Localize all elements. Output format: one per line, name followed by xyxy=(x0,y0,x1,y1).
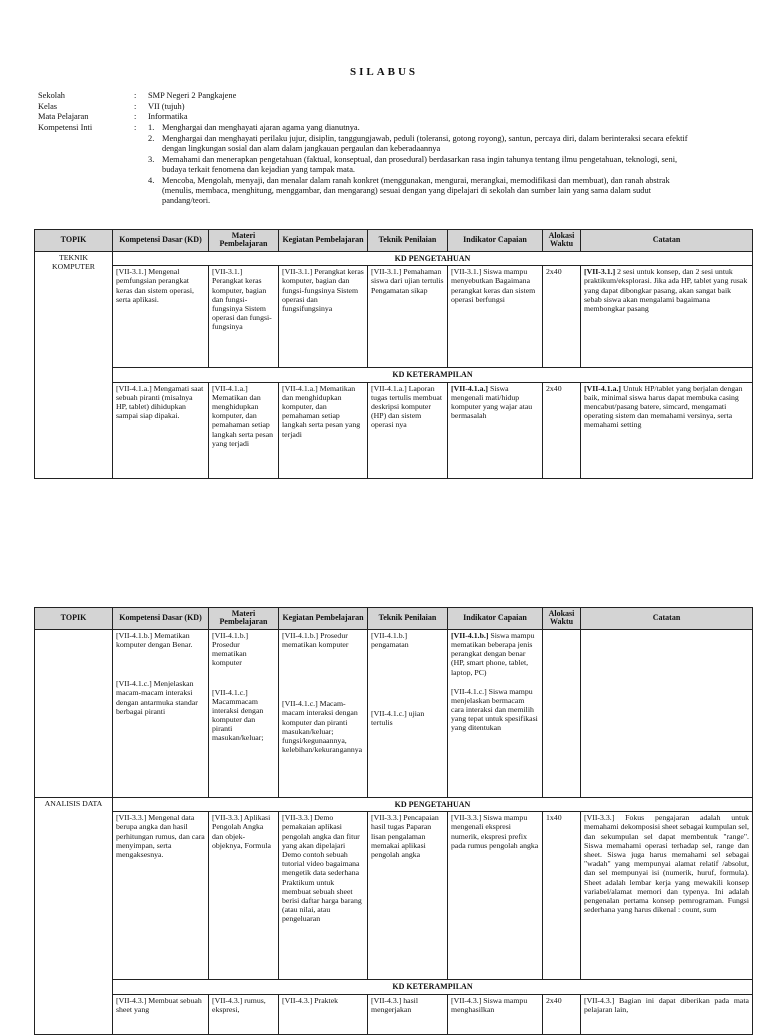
cell-text: Untuk HP/tablet yang berjalan dengan baik, minimal siswa harus dapat membuka casing mencabut/pasang batere, simcard, mengamati operating sistem dan memahami versinya, serta memahami setting xyxy=(584,383,743,430)
table-header-row xyxy=(35,230,753,252)
cell-indikator: [VII-3.3.] Siswa mampu mengenali ekspresi numerik, ekspresi prefix pada rumus pengolah angka xyxy=(448,812,543,980)
topic-cell: TEKNIK KOMPUTER xyxy=(35,251,113,478)
cell-alokasi: 2x40 xyxy=(543,382,581,478)
cell-catatan: [VII-4.3.] Bagian ini dapat diberikan pada mata pelajaran lain, xyxy=(581,994,753,1034)
header-catatan: Catatan xyxy=(581,608,753,630)
list-text: Memahami dan menerapkan pengetahuan (faktual, konseptual, dan prosedural) berdasarkan rasa ingin tahunya tentang ilmu pengetahuan, teknologi, seni, budaya terkait fenomena dan kejadian yang tampak mata. xyxy=(162,154,678,175)
cell-kd: [VII-3.3.] Mengenal data berupa angka dan hasil perhitungan rumus, dan cara menyimpan, serta mengaksesnya. xyxy=(113,812,209,980)
core-competence-list xyxy=(148,123,718,208)
cell-text: 2 sesi untuk konsep, dan 2 sesi untuk praktikum/eksplorasi. Jika ada HP, tablet yang rusak yang dapat dibongkar pasang, akan sangat baik sebab siswa akan mengalami bagaimana membongkar pasang xyxy=(584,267,748,313)
header-kd: Kompetensi Dasar (KD) xyxy=(113,230,209,252)
info-colon: : xyxy=(134,112,137,122)
cell-indikator: [VII-3.1.] Siswa mampu menyebutkan Bagaimana perangkat keras dan sistem operasi berfungsi xyxy=(448,266,543,368)
cell-text: [VII-4.1.c.] Siswa mampu menjelaskan bermacam cara interaksi dan memilih yang tepat untuk spesifikasi yang ditentukan xyxy=(451,686,538,733)
info-row-school xyxy=(38,91,718,101)
list-text: Mencoba, Mengolah, menyaji, dan menalar dalam ranah konkret (menggunakan, mengurai, merangkai, memodifikasi dan membuat), dan ranah abstrak (menulis, membaca, menghitung, menggambar, dan mengarang) sesuai dengan yang dipelajari di sekolah dan sumber lain yang sama dalam sudut pandang/teori. xyxy=(162,176,670,206)
info-label: Kompetensi Inti xyxy=(38,122,93,132)
cell-text: [VII-4.1.b.] pengamatan xyxy=(371,630,409,649)
cell-ref: [VII-4.1.a.] xyxy=(451,383,489,393)
topic-cell xyxy=(35,629,113,797)
document-title: SILABUS xyxy=(349,66,419,78)
info-row-class xyxy=(38,102,718,112)
info-row-core-competence xyxy=(38,123,718,208)
section-label: KD KETERAMPILAN xyxy=(113,368,753,382)
cell-teknik xyxy=(368,629,448,797)
header-kd: Kompetensi Dasar (KD) xyxy=(113,608,209,630)
table-row xyxy=(35,629,753,797)
list-item xyxy=(148,134,718,154)
cell-alokasi: 2x40 xyxy=(543,994,581,1034)
section-row xyxy=(35,797,753,811)
list-number: 4. xyxy=(148,176,155,186)
cell-kd: [VII-4.1.a.] Mengamati saat sebuah piranti (misalnya HP, tablet) dihidupkan sampai siap dipakai. xyxy=(113,382,209,478)
header-catatan: Catatan xyxy=(581,230,753,252)
cell-text: [VII-4.1.c.] Macammacam interaksi dengan komputer dan piranti masukan/keluar; xyxy=(212,687,264,743)
cell-ref: [VII-4.1.a.] xyxy=(584,383,622,393)
info-colon: : xyxy=(134,122,137,132)
list-item xyxy=(148,123,718,133)
cell-kd xyxy=(113,629,209,797)
cell-indikator xyxy=(448,382,543,478)
cell-kegiatan: [VII-4.3.] Praktek xyxy=(279,994,368,1034)
cell-indikator: [VII-4.3.] Siswa mampu menghasilkan xyxy=(448,994,543,1034)
section-label: KD PENGETAHUAN xyxy=(113,251,753,265)
header-teknik: Teknik Penilaian xyxy=(368,230,448,252)
list-number: 1. xyxy=(148,122,155,132)
list-item xyxy=(148,176,718,206)
header-kegiatan: Kegiatan Pembelajaran xyxy=(279,230,368,252)
table-row xyxy=(35,812,753,980)
cell-text: [VII-4.1.b.] Prosedur mematikan komputer xyxy=(282,630,349,649)
cell-ref: [VII-3.1.] xyxy=(584,267,616,277)
cell-teknik: [VII-4.3.] hasil mengerjakan xyxy=(368,994,448,1034)
cell-alokasi: 2x40 xyxy=(543,266,581,368)
info-colon: : xyxy=(134,91,137,100)
cell-teknik: [VII-3.1.] Pemahaman siswa dari ujian tertulis Pengamatan sikap xyxy=(368,266,448,368)
header-topik: TOPIK xyxy=(35,230,113,252)
cell-catatan: [VII-3.3.] Fokus pengajaran adalah untuk memahami dekomposisi sheet sebagai kumpulan sel, dan sekumpulan sel dapat membentuk "range". Siswa memahami operasi terhadap sel, range dan sheet. Siswa juga harus memahami sel sebagai "wadah" yang mempunyai alamat relatif /absolut, dan sel mempunyai isi (numerik, huruf, formula). Sheet adalah lembar kerja yang mewakili konsep variabel/alamat memori dan typenya. Ini adalah pengenalan pertama konsep pemrograman. Fungsi sederhana yang harus dikenal : count, sum xyxy=(581,812,753,980)
header-topik: TOPIK xyxy=(35,608,113,630)
table-row xyxy=(35,266,753,368)
info-row-subject xyxy=(38,112,718,122)
cell-materi xyxy=(209,629,279,797)
cell-catatan xyxy=(581,629,753,797)
header-alokasi: Alokasi Waktu xyxy=(543,608,581,630)
header-indikator: Indikator Capaian xyxy=(448,230,543,252)
list-number: 2. xyxy=(148,133,155,143)
cell-catatan xyxy=(581,266,753,368)
cell-alokasi: 1x40 xyxy=(543,812,581,980)
list-text: Menghargai dan menghayati perilaku jujur, disiplin, tanggungjawab, peduli (toleransi, gotong royong), santun, percaya diri, dalam berinteraksi secara efektif dengan lingkungan sosial dan alam dalam jangkauan pergaulan dan keberadaannya xyxy=(162,133,688,153)
header-materi: Materi Pembelajaran xyxy=(209,608,279,630)
cell-text: [VII-4.1.c.] Macam-macam interaksi dengan komputer dan piranti masukan/keluar; fungsi/kegunaannya, kelebihan/kekurangannya xyxy=(282,699,363,755)
info-label: Sekolah xyxy=(38,91,65,100)
info-label: Kelas xyxy=(38,101,58,111)
cell-kegiatan xyxy=(279,629,368,797)
cell-ref: [VII-4.1.b.] xyxy=(451,630,489,640)
info-label: Mata Pelajaran xyxy=(38,112,89,122)
list-item xyxy=(148,155,718,175)
cell-text: [VII-4.1.b.] Prosedur mematikan komputer xyxy=(212,630,249,668)
section-row xyxy=(35,980,753,994)
info-value: VII (tujuh) xyxy=(148,101,185,111)
cell-materi: [VII-3.1.] Perangkat keras komputer, bagian dan fungsi-fungsinya Sistem operasi dan fungsi-fungsinya xyxy=(209,266,279,368)
list-number: 3. xyxy=(148,154,155,164)
list-text: Menghargai dan menghayati ajaran agama yang dianutnya. xyxy=(162,122,360,132)
cell-kd: [VII-4.3.] Membuat sebuah sheet yang xyxy=(113,994,209,1034)
cell-kegiatan: [VII-3.3.] Demo pemakaian aplikasi pengolah angka dan fitur yang akan dipelajari Demo contoh sebuah tutorial video bagaimana mengetik data sederhana Praktikum untuk membuat sebuah sheet berisi daftar harga barang (atau nilai, atau pengeluaran xyxy=(279,812,368,980)
cell-kegiatan: [VII-3.1.] Perangkat keras komputer, bagian dan fungsi-fungsinya Sistem operasi dan fungsifungsinya xyxy=(279,266,368,368)
syllabus-table-1 xyxy=(34,229,753,479)
table-row xyxy=(35,994,753,1034)
cell-text: [VII-4.1.c.] ujian tertulis xyxy=(371,709,425,728)
cell-materi: [VII-4.1.a.] Mematikan dan menghidupkan komputer, dan pemahaman setiap langkah serta pesan yang terjadi xyxy=(209,382,279,478)
cell-text: [VII-4.1.b.] Mematikan komputer dengan Benar. xyxy=(116,630,193,649)
cell-alokasi xyxy=(543,629,581,797)
cell-kegiatan: [VII-4.1.a.] Mematikan dan menghidupkan komputer, dan pemahaman setiap langkah serta pesan yang terjadi xyxy=(279,382,368,478)
cell-kd: [VII-3.1.] Mengenal pemfungsian perangkat keras dan sistem operasi, serta aplikasi. xyxy=(113,266,209,368)
cell-text: [VII-4.1.c.] Menjelaskan macam-macam interaksi dengan antarmuka standar berbagai piranti xyxy=(116,679,198,716)
cell-catatan xyxy=(581,382,753,478)
header-alokasi: Alokasi Waktu xyxy=(543,230,581,252)
header-kegiatan: Kegiatan Pembelajaran xyxy=(279,608,368,630)
table-row xyxy=(35,382,753,478)
header-indikator: Indikator Capaian xyxy=(448,608,543,630)
header-teknik: Teknik Penilaian xyxy=(368,608,448,630)
info-colon: : xyxy=(134,101,137,111)
cell-indikator xyxy=(448,629,543,797)
cell-materi: [VII-3.3.] Aplikasi Pengolah Angka dan objek-objeknya, Formula xyxy=(209,812,279,980)
section-row xyxy=(35,251,753,265)
table-header-row xyxy=(35,608,753,630)
section-label: KD KETERAMPILAN xyxy=(113,980,753,994)
section-row xyxy=(35,368,753,382)
syllabus-info xyxy=(38,91,718,208)
info-value: SMP Negeri 2 Pangkajene xyxy=(148,91,237,100)
cell-teknik: [VII-4.1.a.] Laporan tugas tertulis membuat deskripsi komputer (HP) dan sistem operasi nya xyxy=(368,382,448,478)
topic-cell: ANALISIS DATA xyxy=(35,797,113,1034)
section-label: KD PENGETAHUAN xyxy=(113,797,753,811)
syllabus-table-2 xyxy=(34,607,753,1035)
cell-text: Siswa mampu mematikan beberapa jenis perangkat dengan benar (HP, smart phone, tablet, laptop, PC) xyxy=(451,630,535,677)
info-value: Informatika xyxy=(148,112,188,122)
cell-text: Siswa mengenali mati/hidup komputer yang wajar atau bermasalah xyxy=(451,383,533,421)
cell-teknik: [VII-3.3.] Pencapaian hasil tugas Paparan lisan pengalaman memakai aplikasi pengolah angka xyxy=(368,812,448,980)
header-materi: Materi Pembelajaran xyxy=(209,230,279,252)
cell-materi: [VII-4.3.] rumus, ekspresi, xyxy=(209,994,279,1034)
